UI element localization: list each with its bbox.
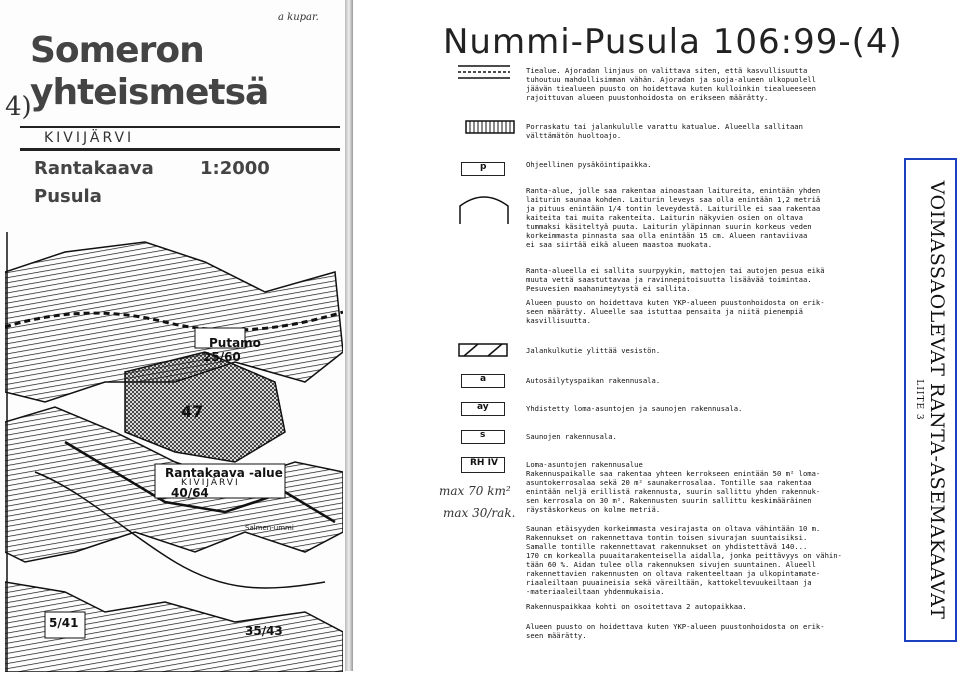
subtitle: KIVIJÄRVI — [44, 130, 135, 146]
stairs-street-symbol — [465, 119, 517, 135]
title-line-2: yhteismetsä — [30, 72, 269, 113]
right-page — [353, 0, 903, 671]
legend-text-shore-rules: Ranta-alueella ei sallita suurpyykin, mattojen tai autojen pesua eikä muuta vettä saastuttavaa ja ravinnepitoisuutta lisäävää toimintaa. Pesuvesien maahanimeytystä ei sallita. — [526, 266, 825, 293]
map-label-lot-25-60: 25/60 — [203, 350, 241, 364]
stamp-appendix-label: LIITE 3 — [913, 379, 924, 421]
legend-text-holiday-home: Loma-asuntojen rakennusalue Rakennuspaikalle saa rakentaa yhteen kerrokseen enintään 50 m² loma- asuntokerrosalaa sekä 20 m² saunakerrosalaa. Tontille saa rakentaa enintään neljä erillistä rakennusta, suurin sallittu yhden rakennuk- sen kerrosala on 30 m². Rakennusten suurin sallittu keskimääräinen räystäskorkeus on kolme metriä. — [526, 460, 821, 514]
map-drawing — [5, 232, 343, 672]
legend-text-car-storage: Autosäilytyspaikan rakennusala. — [526, 376, 661, 385]
map-label-47: 47 — [181, 402, 204, 421]
map-label-salmen: Salmen-ummi — [245, 524, 294, 532]
legend-text-road: Tiealue. Ajoradan linjaus on valittava siten, että kasvullisuutta tuhoutuu mahdollisimman vähän. Ajoradan ja suoja-alueen ulkopuolell jäävän tiealueen puusto on hoidettava kuten kulloinkin tiealueeseen rajoittuvan alueen puustonhoidosta on erikseen määrätty. — [526, 66, 816, 102]
map-label-lot-40-64: 40/64 — [171, 486, 209, 500]
handwritten-note-2: max 30/rak. — [443, 506, 516, 520]
legend-text-parking: Ohjeellinen pysäköintipaikka. — [526, 160, 652, 169]
legend-text-shore-area: Ranta-alue, jolle saa rakentaa ainoastaan laitureita, enintään yhden laiturin saunaa kohden. Laiturin leveys saa olla enintään 1,2 metriä ja pituus enintään 1/4 tontin leveydestä. Laiturille ei saa rakentaa kaiteita tai muita rakenteita. Laiturin näkyvien osien on oltava tummaksi käsiteltyä puuta. Laiturin yläpinnan suurin korkeus veden korkeimmasta pinnasta saa olla enintään 15 cm. Alueen rantaviivaa ei saa siirtää eikä alueen maastoa muokata. — [526, 186, 821, 249]
map-label-lot-35-43: 35/43 — [245, 624, 283, 638]
road-symbol — [458, 62, 510, 82]
parking-symbol: p — [461, 162, 505, 176]
sauna-symbol: s — [461, 430, 505, 444]
plan-map — [5, 232, 343, 672]
handwritten-note-1: max 70 km² — [439, 484, 511, 498]
handwritten-note-top: a kupar. — [278, 12, 319, 23]
page-title: Nummi-Pusula 106:99-(4) — [443, 22, 903, 62]
shore-area-symbol — [458, 186, 510, 226]
legend-text-tree-care: Alueen puusto on hoidettava kuten YKP-alueen puustonhoidosta on erik- seen määrätty. Alueelle saa istuttaa pensaita ja niitä pienempiä kasvillisuutta. — [526, 298, 825, 325]
divider-top — [20, 126, 340, 128]
legend-text-sauna-distance: Saunan etäisyyden korkeimmasta vesirajasta on oltava vähintään 10 m. Rakennukset on rakennettava tontin toisen sivurajan suuntaisiksi. Samalle tontille rakennettavat rakennukset on yhdistettävä 140... 170 cm korkealla puuaitarakenteisella aidalla, jonka peittävyys on vähin- tään 60 %. Aidan tulee olla rakennuksen sivujen suuntainen. Alueell rakennettavien rakennusten on oltava rakenteeltaan ja ulkopintamate- riaaleiltaan puuaineisia sekä väreiltään, kattokeltevuukeiltaan ja -materiaaleiltaan yhdenmukaisia. — [526, 524, 842, 596]
divider-bottom — [20, 148, 340, 151]
combined-building-symbol: ay — [461, 402, 505, 416]
legend-text-sauna: Saunojen rakennusala. — [526, 432, 617, 441]
plan-type: Rantakaava — [34, 158, 154, 179]
book-spine — [345, 0, 353, 671]
legend-text-tree-care-2: Alueen puusto on hoidettava kuten YKP-alueen puustonhoidosta on erik- seen määrätty. — [526, 622, 825, 640]
legend-text-combined-building: Yhdistetty loma-asuntojen ja saunojen rakennusala. — [526, 404, 743, 413]
holiday-home-area-symbol: RH IV — [461, 457, 505, 473]
map-label-lot-5-41: 5/41 — [49, 616, 79, 630]
page-number-mark: 4) — [5, 92, 32, 122]
legend-text-parking-spaces: Rakennuspaikkaa kohti on osoitettava 2 autopaikkaa. — [526, 602, 747, 611]
stamp-main-text: VOIMASSAOLEVAT RANTA-ASEMAKAAVAT — [925, 180, 948, 620]
map-label-kivijarvi: KIVIJÄRVI — [181, 478, 240, 488]
title-line-1: Someron — [30, 30, 204, 71]
car-storage-symbol: a — [461, 374, 505, 388]
footpath-crossing-symbol — [458, 342, 510, 358]
map-label-putamo: Putamo — [209, 336, 261, 350]
map-label-rantakaava-alue: Rantakaava -alue — [165, 466, 283, 480]
place-name: Pusula — [34, 186, 102, 207]
legend-text-stairs-street: Porraskatu tai jalankululle varattu katualue. Alueella sallitaan välttämätön huoltoajo. — [526, 122, 803, 140]
validity-stamp — [904, 158, 957, 642]
left-page — [0, 0, 345, 671]
legend-text-footpath-crossing: Jalankulkutie ylittää vesistön. — [526, 346, 661, 355]
plan-scale: 1:2000 — [200, 158, 270, 179]
